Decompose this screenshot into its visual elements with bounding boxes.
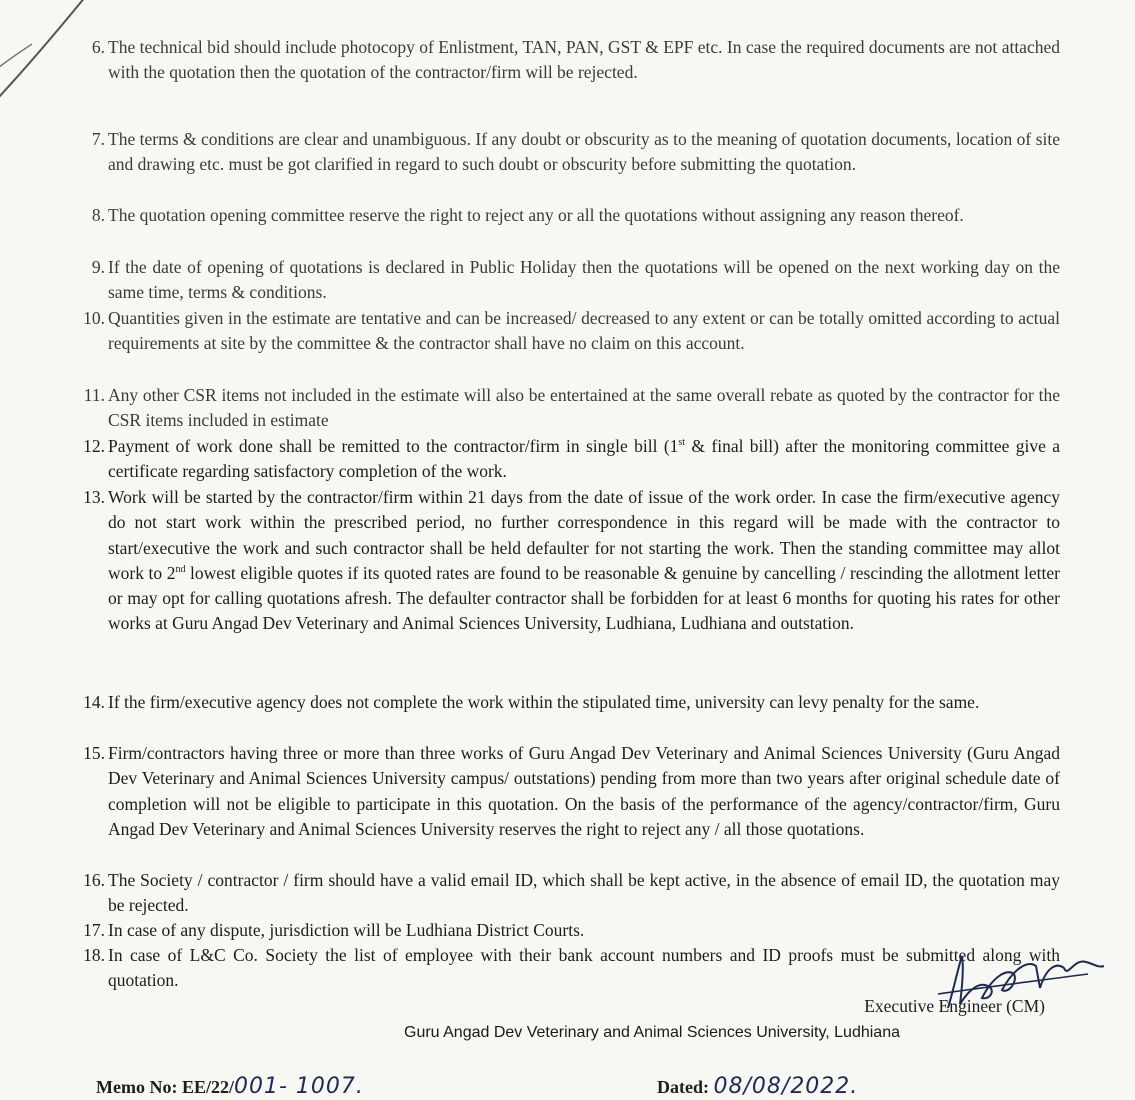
condition-item-12 xyxy=(60,434,1060,485)
item-text: The quotation opening committee reserve the right to reject any or all the quotations without assigning any reason thereof. xyxy=(108,205,964,225)
memo-label: Memo No: EE/22/ xyxy=(96,1077,234,1097)
condition-item-9 xyxy=(60,255,1060,306)
condition-item-18 xyxy=(60,943,1060,994)
item-number: 11. xyxy=(83,385,105,405)
item-number: 15. xyxy=(83,743,105,763)
memo-handwritten: 001- 1007. xyxy=(233,1074,364,1099)
signatory-designation: Executive Engineer (CM) xyxy=(864,996,1045,1016)
memo-number xyxy=(96,1074,364,1099)
condition-item-16 xyxy=(60,868,1060,919)
item-number: 17. xyxy=(83,920,105,940)
item-text: The technical bid should include photocopy of Enlistment, TAN, PAN, GST & EPF etc. In case the required documents are not attached with the quotation then the quotation of the contractor/firm will be rejected. xyxy=(108,37,1060,83)
condition-item-8 xyxy=(60,203,1060,228)
item-number: 16. xyxy=(83,870,105,890)
university-name: Guru Angad Dev Veterinary and Animal Sciences University, Ludhiana xyxy=(404,1024,900,1041)
item-text-part: lowest eligible quotes if its quoted rates are found to be reasonable & genuine by cancelling / rescinding the allotment letter or may opt for calling quotations afresh. The defaulter contractor shall be forbidden for at least 6 months for quoting his rates for other works at Guru Angad Dev Veterinary and Animal Sciences University, Ludhiana, Ludhiana and outstation. xyxy=(108,562,1060,634)
item-text: In case of L&C Co. Society the list of employee with their bank account numbers and ID proofs must be submitted along with quotation. xyxy=(108,945,1060,991)
condition-item-6 xyxy=(60,35,1060,86)
condition-item-7 xyxy=(60,127,1060,178)
condition-item-17 xyxy=(60,918,1060,943)
item-text: Quantities given in the estimate are tentative and can be increased/ decreased to any extent or can be totally omitted according to actual requirements at site by the committee & the contractor shall have no claim on this account. xyxy=(108,308,1060,354)
ordinal-suffix: nd xyxy=(175,564,186,576)
item-number: 7. xyxy=(91,129,105,149)
item-text: The Society / contractor / firm should have a valid email ID, which shall be kept active, in the absence of email ID, the quotation may be rejected. xyxy=(108,870,1060,916)
item-number: 18. xyxy=(83,945,105,965)
item-text: The terms & conditions are clear and unambiguous. If any doubt or obscurity as to the meaning of quotation documents, location of site and drawing etc. must be got clarified in regard to such doubt or obscurity before submitting the quotation. xyxy=(108,129,1060,175)
item-number: 10. xyxy=(83,308,105,328)
item-text-part: Work will be started by the contractor/firm within 21 days from the date of issue of the work order. In case the firm/executive agency do not start work within the prescribed period, no further correspondence in this regard will be made with the contractor to start/executive the work and such contractor shall be held defaulter for not starting the work. Then the standing committee may allot work to 2 xyxy=(108,487,1060,583)
item-text-part: Payment of work done shall be remitted to the contractor/firm in single bill (1 xyxy=(108,436,679,456)
date-label: Dated: xyxy=(657,1077,709,1097)
item-number: 9. xyxy=(91,257,105,277)
item-text: In case of any dispute, jurisdiction will be Ludhiana District Courts. xyxy=(108,920,585,940)
item-text xyxy=(108,485,1060,637)
condition-item-10 xyxy=(60,306,1060,357)
item-text: If the firm/executive agency does not complete the work within the stipulated time, university can levy penalty for the same. xyxy=(108,692,980,712)
condition-item-14 xyxy=(60,690,1060,715)
item-text xyxy=(108,434,1060,485)
date-line xyxy=(657,1074,858,1099)
ordinal-suffix: st xyxy=(678,437,686,449)
item-text-part: & final bill) after the monitoring committee give a certificate regarding satisfactory completion of the work. xyxy=(108,436,1060,482)
item-number: 6. xyxy=(91,37,105,57)
item-number: 13. xyxy=(83,487,105,507)
item-text: Firm/contractors having three or more than three works of Guru Angad Dev Veterinary and Animal Sciences University (Guru Angad Dev Veterinary and Animal Sciences University campus/ outstations) pending from more than two years after original schedule date of completion will not be eligible to participate in this quotation. On the basis of the performance of the agency/contractor/firm, Guru Angad Dev Veterinary and Animal Sciences University reserves the right to reject any / all those quotations. xyxy=(108,743,1060,839)
item-text: Any other CSR items not included in the estimate will also be entertained at the same overall rebate as quoted by the contractor for the CSR items included in estimate xyxy=(108,385,1060,431)
item-number: 8. xyxy=(91,205,105,225)
date-handwritten: 08/08/2022. xyxy=(713,1074,859,1099)
item-number: 14. xyxy=(83,692,105,712)
item-number: 12. xyxy=(83,436,105,456)
condition-item-11 xyxy=(60,383,1060,434)
condition-item-13 xyxy=(60,485,1060,637)
item-text: If the date of opening of quotations is declared in Public Holiday then the quotations will be opened on the next working day on the same time, terms & conditions. xyxy=(108,257,1060,303)
condition-item-15 xyxy=(60,741,1060,842)
